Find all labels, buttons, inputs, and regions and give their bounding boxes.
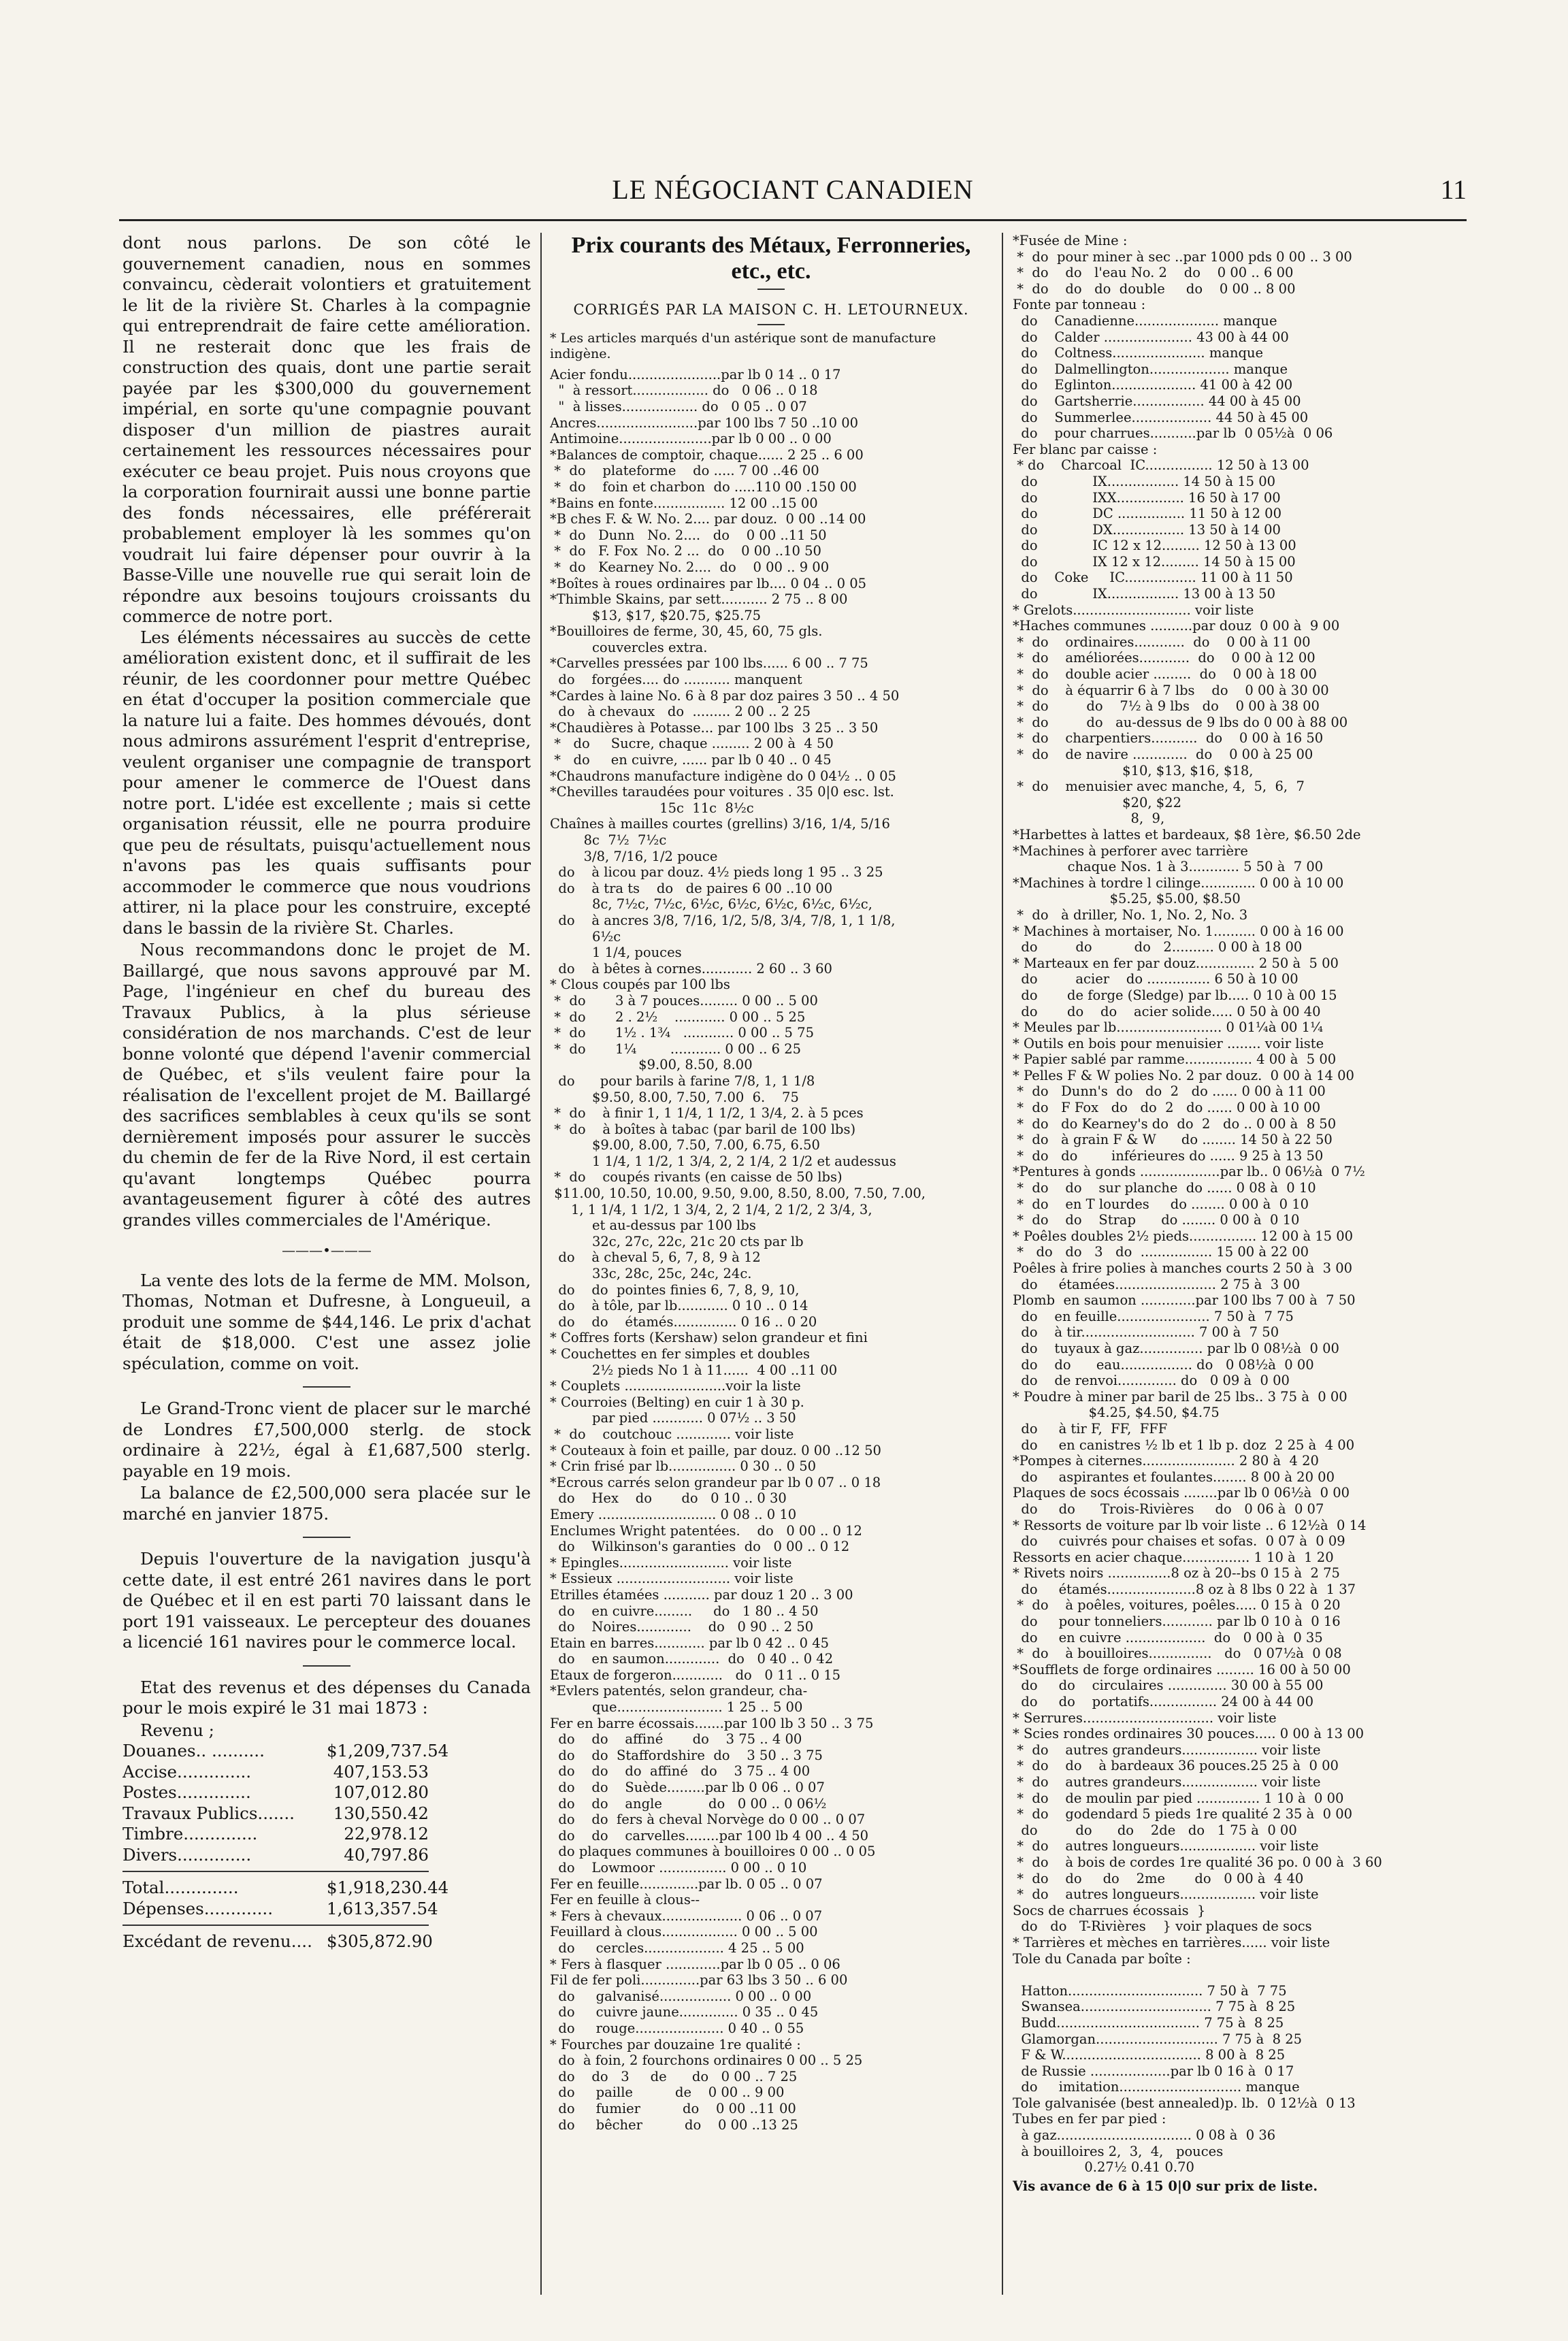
price-line: * Couteaux à foin et paille, par douz. 0 00 ..12 50 xyxy=(550,1442,881,1458)
price-line: * do F Fox do do 2 do ...... 0 00 à 10 00 xyxy=(1013,1100,1321,1116)
price-line: do bêcher do 0 00 ..13 25 xyxy=(550,2116,798,2133)
price-line: * do autres grandeurs.................. voir liste xyxy=(1013,1774,1321,1790)
news-item: Le Grand-Tronc vient de placer sur le marché de Londres £7,500,000 sterlg. de stock ordinaire à 22½, égal à £1,687,500 sterlg. payable en 19 mois. xyxy=(122,1398,531,1481)
price-line: do plaques communes à bouilloires 0 00 .. 0 05 xyxy=(550,1844,876,1860)
price-line: do paille de 0 00 .. 9 00 xyxy=(550,2084,785,2101)
price-line: * do 1¼ ............ 0 00 .. 6 25 xyxy=(550,1041,802,1057)
price-line: do Lowmoor ................ 0 00 .. 0 10 xyxy=(550,1860,807,1876)
price-line: * do 3 à 7 pouces......... 0 00 .. 5 00 xyxy=(550,992,818,1009)
price-line: do étamées........................ 2 75 à 3 00 xyxy=(1013,1276,1301,1292)
price-line: do cuivrés pour chaises et sofas. 0 07 à 0 09 xyxy=(1013,1533,1345,1550)
price-lines xyxy=(1013,233,1462,2176)
price-line: $11.00, 10.50, 10.00, 9.50, 9.00, 8.50, 8.00, 7.50, 7.00, xyxy=(550,1185,926,1202)
price-line: * do do Strap do ........ 0 00 à 0 10 xyxy=(1013,1212,1300,1228)
ledger-row: Divers.............. 40,797.86 xyxy=(122,1844,429,1865)
price-line: et au-dessus par 100 lbs xyxy=(550,1217,756,1234)
price-line: *Machines à tordre l cilinge............. 0 00 à 10 00 xyxy=(1013,874,1344,891)
ledger-row: Douanes.. .......... $1,209,737.54 xyxy=(122,1741,449,1761)
price-line: do DX................. 13 50 à 14 00 xyxy=(1013,521,1281,538)
ledger-rule xyxy=(122,1925,429,1926)
column-divider-1 xyxy=(540,233,542,2295)
price-line: do do circulaires .............. 30 00 à 55 00 xyxy=(1013,1677,1324,1694)
price-line: *Carvelles pressées par 100 lbs...... 6 00 .. 7 75 xyxy=(550,655,868,672)
price-line: 1 1/4, pouces xyxy=(550,945,682,961)
price-line: do fumier do 0 00 ..11 00 xyxy=(550,2100,796,2116)
price-line: do IXX................ 16 50 à 17 00 xyxy=(1013,489,1281,506)
price-line: 33c, 28c, 25c, 24c, 24c. xyxy=(550,1266,752,1282)
price-line: Socs de charrues écossais } xyxy=(1013,1902,1206,1918)
price-line: do do angle do 0 00 .. 0 06½ xyxy=(550,1795,827,1812)
price-line: $9.00, 8.00, 7.50, 7.00, 6.75, 6.50 xyxy=(550,1137,820,1153)
price-line: do Dalmellington................... manque xyxy=(1013,361,1288,377)
price-line: couvercles extra. xyxy=(550,639,708,655)
price-line: do aspirantes et foulantes........ 8 00 à 20 00 xyxy=(1013,1469,1335,1485)
price-line: Ressorts en acier chaque................ 1 10 à 1 20 xyxy=(1013,1549,1334,1565)
price-line: Enclumes Wright patentées. do 0 00 .. 0 12 xyxy=(550,1522,862,1539)
item-separator xyxy=(303,1537,350,1538)
price-line: do Summerlee................... 44 50 à 45 00 xyxy=(1013,409,1309,425)
price-line: * do ordinaires............ do 0 00 à 11 00 xyxy=(1013,634,1311,650)
price-line: do en cuivre......... do 1 80 .. 4 50 xyxy=(550,1603,819,1619)
price-line: $20, $22 xyxy=(1013,794,1181,811)
price-line: do do fers à cheval Norvège do 0 00 .. 0 07 xyxy=(550,1812,866,1828)
price-line: * do do do 2me do 0 00 à 4 40 xyxy=(1013,1870,1304,1886)
price-line: do do pointes finies 6, 7, 8, 9, 10, xyxy=(550,1281,800,1298)
column-divider-2 xyxy=(1002,233,1003,2295)
price-line: * Clous coupés par 100 lbs xyxy=(550,977,730,993)
ledger-heading: Revenu ; xyxy=(140,1720,214,1740)
price-line: * do coutchouc ............. voir liste xyxy=(550,1426,794,1442)
price-line: *Harbettes à lattes et bardeaux, $8 1ère, $6.50 2de xyxy=(1013,826,1361,842)
price-line: do acier do ............... 6 50 à 10 00 xyxy=(1013,971,1298,987)
price-line: * Coffres forts (Kershaw) selon grandeur et fini xyxy=(550,1330,868,1346)
price-line: * Serrures............................... voir liste xyxy=(1013,1709,1277,1726)
price-line: do à tir F, FF, FFF xyxy=(1013,1420,1168,1437)
price-line: * do autres grandeurs.................. voir liste xyxy=(1013,1741,1321,1758)
price-line: * do do l'eau No. 2 do 0 00 .. 6 00 xyxy=(1013,265,1294,281)
price-line: que......................... 1 25 .. 5 00 xyxy=(550,1699,803,1716)
price-line: Etaux de forgeron............ do 0 11 .. 0 15 xyxy=(550,1667,841,1683)
price-line: *Machines à perforer avec tarrière xyxy=(1013,842,1248,859)
price-line: * Poudre à miner par baril de 25 lbs.. 3 75 à 0 00 xyxy=(1013,1388,1348,1405)
price-line: do à foin, 2 fourchons ordinaires 0 00 .. 5 25 xyxy=(550,2052,863,2069)
price-line: do do affiné do 3 75 .. 4 00 xyxy=(550,1731,802,1748)
price-line: * Papier sablé par ramme................ 4 00 à 5 00 xyxy=(1013,1051,1337,1068)
price-line: do do 3 de do 0 00 .. 7 25 xyxy=(550,2068,798,2084)
news-item: Etat des revenus et des dépenses du Canada pour le mois expiré le 31 mai 1873 : xyxy=(122,1677,531,1718)
article-paragraph: Nous recommandons donc le projet de M. Baillargé, que nous savons approuvé par M. Page, l'ingénieur en chef du bureau des Travaux Publics, à la plus sérieuse considération de nos marchands. C'est de leur bonne volonté que dépend l'avenir commercial de Québec, et s'ils veulent faire pour la réalisation de l'excellent projet de M. Baillargé des sacrifices semblables à ceux qu'ils se sont dernièrement imposés pour assurer le succès du chemin de fer de la Rive Nord, il est certain qu'avant longtemps Québec pourra avantageusement figurer à côté des autres grandes villes commerciales de l'Amérique. xyxy=(122,940,531,1230)
price-line: * do do au-dessus de 9 lbs do 0 00 à 88 00 xyxy=(1013,714,1348,730)
price-line: * Couchettes en fer simples et doubles xyxy=(550,1346,811,1362)
price-line: Antimoine......................par lb 0 00 .. 0 00 xyxy=(550,431,832,447)
price-line: do à chevaux do ......... 2 00 .. 2 25 xyxy=(550,704,811,720)
price-line: do de renvoi.............. do 0 09 à 0 00 xyxy=(1013,1373,1290,1389)
price-line: * do 1½ . 1¾ ............ 0 00 .. 5 75 xyxy=(550,1025,814,1041)
price-line: do do T-Rivières } voir plaques de socs xyxy=(1013,1918,1312,1935)
price-line: 15c 11c 8½c xyxy=(550,800,754,816)
price-line: * Crin frisé par lb................ 0 30 .. 0 50 xyxy=(550,1458,817,1475)
page-header xyxy=(119,174,1467,214)
price-line: 0.27½ 0.41 0.70 xyxy=(1013,2159,1194,2176)
ledger-row: Accise.............. 407,153.53 xyxy=(122,1761,429,1782)
title-separator xyxy=(757,289,785,290)
title-separator xyxy=(757,324,785,325)
price-line: *Bouilloires de ferme, 30, 45, 60, 75 gls. xyxy=(550,623,823,640)
price-line: do do do affiné do 3 75 .. 4 00 xyxy=(550,1763,811,1780)
price-line: Fil de fer poli..............par 63 lbs 3 50 .. 6 00 xyxy=(550,1972,848,1988)
price-line: Budd.................................. 7 75 à 8 25 xyxy=(1013,2014,1284,2031)
ledger-total-row: Total.............. $1,918,230.44 xyxy=(122,1878,449,1897)
price-line: * do en T lourdes do ........ 0 00 à 0 10 xyxy=(1013,1196,1309,1212)
ledger-row: Travaux Publics....... 130,550.42 xyxy=(122,1803,429,1823)
price-line: *Chevilles taraudées pour voitures . 35 0|0 esc. lst. xyxy=(550,784,894,800)
article-column xyxy=(122,233,531,2295)
price-line: do de forge (Sledge) par lb..... 0 10 à 00 15 xyxy=(1013,987,1337,1003)
price-line: 8, 9, xyxy=(1013,811,1165,827)
price-line: * do do sur planche do ...... 0 08 à 0 10 xyxy=(1013,1180,1316,1196)
price-line: * Fers à chevaux................... 0 06 .. 0 07 xyxy=(550,1908,823,1924)
price-line: do à bêtes à cornes............ 2 60 .. 3 60 xyxy=(550,960,832,977)
price-line: Tubes en fer par pied : xyxy=(1013,2111,1166,2127)
price-line: Fer en feuille..............par lb. 0 05 .. 0 07 xyxy=(550,1876,823,1892)
price-line: * Fourches par douzaine 1re qualité : xyxy=(550,2036,801,2052)
ledger-rule xyxy=(122,1871,429,1872)
price-line: * do à driller, No. 1, No. 2, No. 3 xyxy=(1013,906,1248,923)
price-line: 3/8, 7/16, 1/2 pouce xyxy=(550,848,718,864)
price-line: $13, $17, $20.75, $25.75 xyxy=(550,607,762,623)
price-line: do en canistres ½ lb et 1 lb p. doz 2 25 à 4 00 xyxy=(1013,1437,1355,1453)
price-line: do à ancres 3/8, 7/16, 1/2, 5/8, 3/4, 7/8, 1, 1 1/8, xyxy=(550,912,896,928)
price-line: *Ecrous carrés selon grandeur par lb 0 07 .. 0 18 xyxy=(550,1474,881,1490)
price-line: Chaînes à mailles courtes (grellins) 3/16, 1/4, 5/16 xyxy=(550,816,890,832)
price-line: *Chaudières à Potasse... par 100 lbs 3 25 .. 3 50 xyxy=(550,719,879,736)
price-list-column-continued xyxy=(1013,233,1462,2295)
price-line: do Hex do do 0 10 .. 0 30 xyxy=(550,1490,787,1507)
price-line: do galvanisé................. 0 00 .. 0 00 xyxy=(550,1988,812,2004)
price-line: * do plateforme do ..... 7 00 ..46 00 xyxy=(550,463,819,479)
price-line: Plaques de socs écossais ........par lb 0 06½à 0 00 xyxy=(1013,1485,1350,1501)
price-line: * do charpentiers........... do 0 00 à 16 50 xyxy=(1013,730,1324,747)
price-line: * Machines à mortaiser, No. 1.......... 0 00 à 16 00 xyxy=(1013,923,1344,939)
price-line: do do Suède.........par lb 0 06 .. 0 07 xyxy=(550,1780,825,1796)
price-line: * do Sucre, chaque ......... 2 00 à 4 50 xyxy=(550,736,834,752)
price-line: * do à boîtes à tabac (par baril de 100 lbs) xyxy=(550,1121,856,1137)
price-line: do à tra ts do de paires 6 00 ..10 00 xyxy=(550,880,833,896)
header-rule xyxy=(119,219,1467,221)
article-paragraph: Les éléments nécessaires au succès de cette amélioration existent donc, et il suffirait de les réunir, de les coordonner pour mettre Québec en état d'occuper la position commerciale que la nature lui a faite. Des hommes dévoués, dont nous admirons assurément l'esprit d'entreprise, veulent organiser une compagnie de transport pour amener le commerce de l'Ouest dans notre port. L'idée est excellente ; mais si cette organisation réussit, elle ne pourra produire que peu de résultats, puisqu'actuellement nous n'avons pas les quais suffisants pour accommoder le commerce que nous voudrions attirer, ni la place pour les construire, excepté dans le bassin de la rivière St. Charles. xyxy=(122,627,531,938)
price-line: *B ches F. & W. No. 2.... par douz. 0 00 ..14 00 xyxy=(550,511,866,527)
price-line: Ancres........................par 100 lbs 7 50 ..10 00 xyxy=(550,414,859,431)
price-line: do tuyaux à gaz............... par lb 0 08½à 0 00 xyxy=(1013,1340,1339,1356)
price-line: *Cardes à laine No. 6 à 8 par doz paires 3 50 .. 4 50 xyxy=(550,687,900,704)
price-line: *Soufflets de forge ordinaires ......... 16 00 à 50 00 xyxy=(1013,1661,1351,1677)
price-line: Tole du Canada par boîte : xyxy=(1013,1950,1191,1967)
price-line: 1, 1 1/4, 1 1/2, 1 3/4, 2, 2 1/4, 2 1/2, 2 3/4, 3, xyxy=(550,1201,872,1217)
price-line: $9.00, 8.50, 8.00 xyxy=(550,1057,753,1073)
price-line: do cuivre jaune.............. 0 35 .. 0 45 xyxy=(550,2004,819,2020)
price-line: * Couplets ........................voir la liste xyxy=(550,1378,801,1394)
price-line: * do coupés rivants (en caisse de 50 lbs) xyxy=(550,1169,843,1185)
price-line: do do do 2de do 1 75 à 0 00 xyxy=(1013,1822,1297,1838)
price-line: do à licou par douz. 4½ pieds long 1 95 .. 3 25 xyxy=(550,864,883,881)
price-line: Fer en barre écossais.......par 100 lb 3 50 .. 3 75 xyxy=(550,1715,874,1731)
price-line: do do Staffordshire do 3 50 .. 3 75 xyxy=(550,1747,823,1763)
price-line: $4.25, $4.50, $4.75 xyxy=(1013,1405,1220,1421)
price-line: * do double acier ......... do 0 00 à 18 00 xyxy=(1013,666,1317,683)
price-line: de Russie ...................par lb 0 16 à 0 17 xyxy=(1013,2063,1294,2079)
price-line: do en saumon............. do 0 40 .. 0 42 xyxy=(550,1651,834,1667)
price-line: do en cuivre ................... do 0 00 à 0 35 xyxy=(1013,1629,1323,1646)
page-number: 11 xyxy=(1440,174,1467,205)
price-line: * do Charcoal IC................ 12 50 à 13 00 xyxy=(1013,457,1309,474)
price-line: * do do Kearney's do do 2 do .. 0 00 à 8 50 xyxy=(1013,1115,1337,1132)
price-line: do forgées.... do ........... manquent xyxy=(550,672,802,688)
price-line: * do autres longueurs.................. voir liste xyxy=(1013,1838,1319,1854)
price-line: * do do 3 do ................. 15 00 à 22 00 xyxy=(1013,1244,1309,1260)
price-line: *Chaudrons manufacture indigène do 0 04½ .. 0 05 xyxy=(550,768,896,784)
price-line: Feuillard à clous.................. 0 00 .. 5 00 xyxy=(550,1924,818,1940)
price-line: Hatton................................ 7 50 à 7 75 xyxy=(1013,1982,1287,1999)
price-line: * do menuisier avec manche, 4, 5, 6, 7 xyxy=(1013,779,1305,795)
price-line: $10, $13, $16, $18, xyxy=(1013,762,1254,779)
price-line: * Essieux ........................... voir liste xyxy=(550,1571,794,1587)
price-lines xyxy=(550,367,992,2133)
price-line: do DC ................ 11 50 à 12 00 xyxy=(1013,506,1281,522)
price-line: * do à finir 1, 1 1/4, 1 1/2, 1 3/4, 2. à 5 pces xyxy=(550,1105,864,1122)
price-list-title: Prix courants des Métaux, Ferronneries, etc., etc. xyxy=(571,233,971,284)
price-line: *Bains en fonte................. 12 00 ..15 00 xyxy=(550,495,818,511)
price-line: do rouge..................... 0 40 .. 0 55 xyxy=(550,2020,804,2036)
price-line: * Poêles doubles 2½ pieds................ 12 00 à 15 00 xyxy=(1013,1228,1354,1244)
price-line: do imitation............................. manque xyxy=(1013,2079,1300,2095)
ornament-divider: ———•——— xyxy=(282,1242,372,1258)
price-line: * Rivets noirs ...............8 oz à 20--bs 0 15 à 2 75 xyxy=(1013,1565,1340,1582)
price-line: do pour charrues...........par lb 0 05½à 0 06 xyxy=(1013,425,1333,442)
price-line: do do do 2.......... 0 00 à 18 00 xyxy=(1013,939,1303,955)
price-line: * do pour miner à sec ..par 1000 pds 0 00 .. 3 00 xyxy=(1013,248,1352,265)
price-line: * do do à bardeaux 36 pouces.25 25 à 0 00 xyxy=(1013,1758,1339,1774)
price-line: do Gartsherrie................. 44 00 à 45 00 xyxy=(1013,393,1301,409)
price-line: 1 1/4, 1 1/2, 1 3/4, 2, 2 1/4, 2 1/2 et audessus xyxy=(550,1153,896,1169)
price-line: Fer en feuille à clous-- xyxy=(550,1892,700,1908)
price-line: * do F. Fox No. 2 ... do 0 00 ..10 50 xyxy=(550,543,821,559)
price-line: do étamés.....................8 oz à 8 lbs 0 22 à 1 37 xyxy=(1013,1581,1356,1597)
price-line: * Grelots............................ voir liste xyxy=(1013,602,1254,618)
ledger-row: Postes.............. 107,012.80 xyxy=(122,1782,429,1802)
price-line: * do à bouilloires............... do 0 07½à 0 08 xyxy=(1013,1646,1342,1662)
price-line: * do do inférieures do ...... 9 25 à 13 50 xyxy=(1013,1147,1324,1164)
price-line: Emery ............................ 0 08 .. 0 10 xyxy=(550,1506,797,1522)
price-line: do IX................. 14 50 à 15 00 xyxy=(1013,473,1276,489)
price-line: Swansea............................... 7 75 à 8 25 xyxy=(1013,1999,1296,2015)
price-line: do à cheval 5, 6, 7, 8, 9 à 12 xyxy=(550,1249,761,1266)
price-line: * do do 7½ à 9 lbs do 0 00 à 38 00 xyxy=(1013,698,1320,715)
price-line: * Scies rondes ordinaires 30 pouces..... 0 00 à 13 00 xyxy=(1013,1726,1365,1742)
price-line: * Epingles.......................... voir liste xyxy=(550,1554,792,1571)
ledger-expenses-row: Dépenses............. 1,613,357.54 xyxy=(122,1898,438,1918)
price-line: Etrilles étamées ........... par douz 1 20 .. 3 00 xyxy=(550,1586,853,1603)
price-list-column xyxy=(550,233,992,2295)
price-line: do Eglinton.................... 41 00 à 42 00 xyxy=(1013,377,1293,393)
price-line: * do Kearney No. 2.... do 0 00 .. 9 00 xyxy=(550,559,830,575)
news-item: Depuis l'ouverture de la navigation jusqu'à cette date, il est entré 261 navires dans le port de Québec et il en est parti 70 laissant dans le port 191 vaisseaux. Le percepteur des douanes a licencié 161 navires pour le commerce local. xyxy=(122,1549,531,1652)
price-line: " à ressort.................. do 0 06 .. 0 18 xyxy=(550,382,818,399)
price-line: Tole galvanisée (best annealed)p. lb. 0 12½à 0 13 xyxy=(1013,2095,1356,2111)
ledger-row: Timbre.............. 22,978.12 xyxy=(122,1824,429,1844)
price-line: * do foin et charbon do .....110 00 .150 00 xyxy=(550,478,857,495)
price-line: Poêles à frire polies à manches courts 2 50 à 3 00 xyxy=(1013,1260,1353,1276)
price-line: * Courroies (Belting) en cuir 1 à 30 p. xyxy=(550,1394,804,1410)
price-line: * do à poêles, voitures, poêles..... 0 15 à 0 20 xyxy=(1013,1597,1341,1614)
price-line: do do portatifs................ 24 00 à 44 00 xyxy=(1013,1694,1313,1710)
newspaper-title: LE NÉGOCIANT CANADIEN xyxy=(612,174,974,205)
price-line: 32c, 27c, 22c, 21c 20 cts par lb xyxy=(550,1233,804,1249)
price-line: do à tir........................... 7 00 à 7 50 xyxy=(1013,1324,1279,1341)
price-line: 8c, 7½c, 7½c, 6½c, 6½c, 6½c, 6½c, 6½c, xyxy=(550,896,872,913)
price-line: * do améliorées............ do 0 00 à 12 00 xyxy=(1013,650,1316,666)
price-line: $5.25, $5.00, $8.50 xyxy=(1013,891,1241,907)
price-line: à gaz................................ 0 08 à 0 36 xyxy=(1013,2127,1276,2144)
price-line: F & W................................. 8 00 à 8 25 xyxy=(1013,2047,1286,2063)
price-line: Fer blanc par caisse : xyxy=(1013,441,1158,457)
price-line: do do eau................. do 0 08½à 0 00 xyxy=(1013,1356,1314,1373)
price-line: à bouilloires 2, 3, 4, pouces xyxy=(1013,2143,1224,2159)
price-line: * Outils en bois pour menuisier ........ voir liste xyxy=(1013,1035,1324,1051)
news-item: La balance de £2,500,000 sera placée sur le marché en janvier 1875. xyxy=(122,1483,531,1524)
price-line xyxy=(1013,1967,1462,1983)
price-line: do IX................. 13 00 à 13 50 xyxy=(1013,586,1276,602)
price-line: * Marteaux en fer par douz.............. 2 50 à 5 00 xyxy=(1013,955,1339,971)
item-separator xyxy=(303,1386,350,1388)
price-line: do en feuille...................... 7 50 à 7 75 xyxy=(1013,1308,1294,1324)
price-list-source: CORRIGÉS PAR LA MAISON C. H. LETOURNEUX. xyxy=(573,301,969,318)
price-line: * do Dunn No. 2.... do 0 00 ..11 50 xyxy=(550,527,827,543)
price-line: do Calder ..................... 43 00 à 44 00 xyxy=(1013,329,1289,345)
price-line: *Thimble Skains, par sett........... 2 75 .. 8 00 xyxy=(550,591,848,608)
price-line: 8c 7½ 7½c xyxy=(550,832,667,848)
price-line: 6½c xyxy=(550,928,621,945)
price-line: *Pentures à gonds ...................par lb.. 0 06½à 0 7½ xyxy=(1013,1164,1365,1180)
price-line: * Pelles F & W polies No. 2 par douz. 0 00 à 14 00 xyxy=(1013,1067,1354,1083)
price-line: do Coke IC................. 11 00 à 11 50 xyxy=(1013,570,1293,586)
price-line: do Coltness...................... manque xyxy=(1013,345,1264,361)
price-line: * do autres longueurs.................. voir liste xyxy=(1013,1886,1319,1903)
price-line: * Ressorts de voiture par lb voir liste .. 6 12½à 0 14 xyxy=(1013,1517,1367,1533)
revenue-ledger xyxy=(122,1720,531,1952)
price-line: * do do do double do 0 00 .. 8 00 xyxy=(1013,280,1296,297)
ledger-surplus-row: Excédant de revenu.... $305,872.90 xyxy=(122,1931,433,1951)
price-line: do do Trois-Rivières do 0 06 à 0 07 xyxy=(1013,1501,1324,1517)
price-line: * Fers à flasquer .............par lb 0 05 .. 0 06 xyxy=(550,1956,840,1972)
price-line: *Pompes à citernes...................... 2 80 à 4 20 xyxy=(1013,1453,1319,1469)
discount-notice: Vis avance de 6 à 15 0|0 sur prix de liste. xyxy=(1013,2178,1318,2194)
price-line: do IX 12 x 12......... 14 50 à 15 00 xyxy=(1013,553,1296,570)
price-line: do Noires............. do 0 90 .. 2 50 xyxy=(550,1619,814,1635)
price-line: do Canadienne.................... manque xyxy=(1013,312,1277,329)
price-line: *Haches communes ..........par douz 0 00 à 9 00 xyxy=(1013,618,1340,634)
price-line: Acier fondu......................par lb 0 14 .. 0 17 xyxy=(550,366,841,382)
price-line: *Evlers patentés, selon grandeur, cha- xyxy=(550,1683,808,1699)
price-line: do pour tonneliers............ par lb 0 10 à 0 16 xyxy=(1013,1614,1341,1630)
price-line: do IC 12 x 12......... 12 50 à 13 00 xyxy=(1013,538,1296,554)
price-line: * do à équarrir 6 à 7 lbs do 0 00 à 30 00 xyxy=(1013,682,1329,698)
article-paragraph: dont nous parlons. De son côté le gouvernement canadien, nous en sommes convaincu, cèderait volontiers et gratuitement le lit de la rivière St. Charles à la compagnie qui entreprendrait de faire cette amélioration. Il ne resterait donc que les frais de construction des quais, dont une partie serait payée par les $300,000 du gouvernement impérial, en sorte qu'une compagnie pouvant disposer d'un million de piastres aurait certainement les ressources nécessaires pour exécuter ce beau projet. Puis nous croyons que la corporation fournirait aussi une bonne partie des fonds nécessaires, elle préférerait probablement employer là les sommes qu'on voudrait lui faire dépenser pour ouvrir à la Basse-Ville une nouvelle rue qui serait loin de répondre aux besoins toujours croissants du commerce de notre port. xyxy=(122,233,531,626)
price-line: Glamorgan............................. 7 75 à 8 25 xyxy=(1013,2031,1303,2047)
price-line: * do en cuivre, ...... par lb 0 40 .. 0 45 xyxy=(550,752,832,768)
item-separator xyxy=(303,1665,350,1667)
price-line: Fonte par tonneau : xyxy=(1013,297,1146,313)
price-line: * do à bois de cordes 1re qualité 36 po. 0 00 à 3 60 xyxy=(1013,1854,1382,1870)
price-line: * do godendard 5 pieds 1re qualité 2 35 à 0 00 xyxy=(1013,1806,1353,1822)
asterisk-note: * Les articles marqués d'un astérique sont de manufacture indigène. xyxy=(550,330,936,362)
price-line: Etain en barres............ par lb 0 42 .. 0 45 xyxy=(550,1635,830,1651)
price-line: do do carvelles........par 100 lb 4 00 .. 4 50 xyxy=(550,1827,869,1844)
news-item: La vente des lots de la ferme de MM. Molson, Thomas, Notman et Dufresne, à Longueuil, a produit une somme de $44,146. Le prix d'achat était de $18,000. C'est une assez jolie spéculation, comme on voit. xyxy=(122,1270,531,1373)
price-line: *Balances de comptoir, chaque...... 2 25 .. 6 00 xyxy=(550,446,864,463)
price-line: par pied ............ 0 07½ .. 3 50 xyxy=(550,1410,796,1426)
price-line: do do étamés............... 0 16 .. 0 20 xyxy=(550,1313,817,1330)
price-line: do pour barils à farine 7/8, 1, 1 1/8 xyxy=(550,1073,815,1089)
price-line: * Tarrières et mèches en tarrières...... voir liste xyxy=(1013,1934,1330,1950)
price-line: Plomb en saumon .............par 100 lbs 7 00 à 7 50 xyxy=(1013,1292,1356,1309)
price-line: 2½ pieds No 1 à 11...... 4 00 ..11 00 xyxy=(550,1362,838,1378)
price-line: chaque Nos. 1 à 3............ 5 50 à 7 00 xyxy=(1013,859,1324,875)
price-line: $9.50, 8.00, 7.50, 7.00 6. 75 xyxy=(550,1089,799,1105)
price-line: * do Dunn's do do 2 do ...... 0 00 à 11 00 xyxy=(1013,1083,1326,1100)
price-line: do Wilkinson's garanties do 0 00 .. 0 12 xyxy=(550,1539,850,1555)
price-line: * do à grain F & W do ........ 14 50 à 22 50 xyxy=(1013,1132,1333,1148)
price-line: * do 2 . 2½ ............ 0 00 .. 5 25 xyxy=(550,1009,806,1025)
price-line: *Boîtes à roues ordinaires par lb.... 0 04 .. 0 05 xyxy=(550,575,867,591)
price-line: * do de navire ............. do 0 00 à 25 00 xyxy=(1013,747,1313,762)
price-line: *Fusée de Mine : xyxy=(1013,233,1128,248)
price-line: do do do acier solide..... 0 50 à 00 40 xyxy=(1013,1003,1321,1019)
price-line: do cercles................... 4 25 .. 5 00 xyxy=(550,1939,804,1956)
price-line: * do de moulin par pied ............... 1 10 à 0 00 xyxy=(1013,1790,1344,1806)
price-line: * Meules par lb......................... 0 01¼à 00 1¼ xyxy=(1013,1019,1323,1036)
price-line: " à lisses.................. do 0 05 .. 0 07 xyxy=(550,398,807,414)
price-line: do à tôle, par lb............ 0 10 .. 0 14 xyxy=(550,1298,808,1314)
